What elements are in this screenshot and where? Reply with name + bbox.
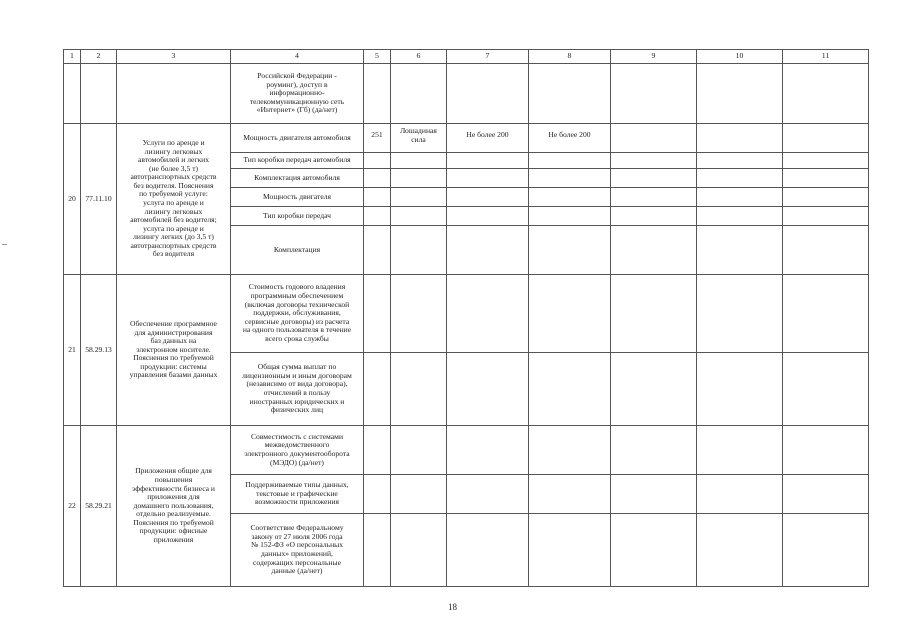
characteristic-cell: Общая сумма выплат по лицензионным и иным договорам (независимо от вида договора), отчислений в пользу иностранных юридических и физических лиц [231,353,364,426]
characteristic-cell: Совместимость с системами межведомственного электронного документооборота (МЭДО) (да/нет) [231,426,364,475]
okpd-code: 58.29.13 [81,275,117,426]
table-row [64,124,869,153]
col-header-1: 1 [64,50,81,64]
characteristic-cell: Комплектация [231,226,364,275]
col-header-5: 5 [364,50,391,64]
characteristic-cell: Соответствие Федеральному закону от 27 июля 2006 года № 152-ФЗ «О персональных данных» приложений, содержащих персональные данные (да/нет) [231,514,364,587]
col-header-2: 2 [81,50,117,64]
characteristic-cell: Поддерживаемые типы данных, текстовые и графические возможности приложения [231,475,364,514]
value-cell: Не более 200 [529,124,611,153]
col-header-10: 10 [697,50,783,64]
table-row [64,64,869,124]
characteristic-cell: Стоимость годового владения программным обеспечением (включая договоры технической поддержки, обслуживания, сервисные договоры) из расчета на одного пользователя в течение всего срока службы [231,275,364,353]
okpd-code: 58.29.21 [81,426,117,587]
requirements-table [63,49,869,587]
table-row [64,275,869,353]
margin-mark [2,244,7,245]
col-header-11: 11 [783,50,869,64]
col-header-7: 7 [447,50,529,64]
page-number: 18 [448,602,457,612]
col-header-6: 6 [391,50,447,64]
col-header-4: 4 [231,50,364,64]
characteristic-cell: Тип коробки передач [231,207,364,226]
characteristic-cell: Комплектация автомобиля [231,169,364,188]
characteristic-cell: Мощность двигателя [231,188,364,207]
item-name: Обеспечение программное для администрирования баз данных на электронном носителе. Пояснения по требуемой продукции: системы управления базами данных [117,275,231,426]
item-name: Приложения общие для повышения эффективности бизнеса и приложения для домашнего пользования, отдельно реализуемые. Пояснения по требуемой продукции: офисные приложения [117,426,231,587]
unit-name: Лошадиная сила [391,124,447,153]
okei-code: 251 [364,124,391,153]
header-row [64,50,869,64]
col-header-3: 3 [117,50,231,64]
col-header-9: 9 [611,50,697,64]
characteristic-cell: Тип коробки передач автомобиля [231,153,364,169]
col-header-8: 8 [529,50,611,64]
table-row [64,426,869,475]
row-number: 20 [64,124,81,275]
row-number: 22 [64,426,81,587]
item-name: Услуги по аренде и лизингу легковых автомобилей и легких (не более 3,5 т) автотранспортных средств без водителя. Пояснения по требуемой услуге: услуга по аренде и лизингу легковых автомобилей без водителя; услуга по аренде и лизингу легких (до 3,5 т) автотранспортных средств без водителя [117,124,231,275]
characteristic-cell: Мощность двигателя автомобиля [231,124,364,153]
value-cell: Не более 200 [447,124,529,153]
okpd-code: 77.11.10 [81,124,117,275]
characteristic-cell: Российской Федерации - роуминг), доступ в информационно- телекоммуникационную сеть «Интернет» (Гб) (да/нет) [231,64,364,124]
row-number: 21 [64,275,81,426]
